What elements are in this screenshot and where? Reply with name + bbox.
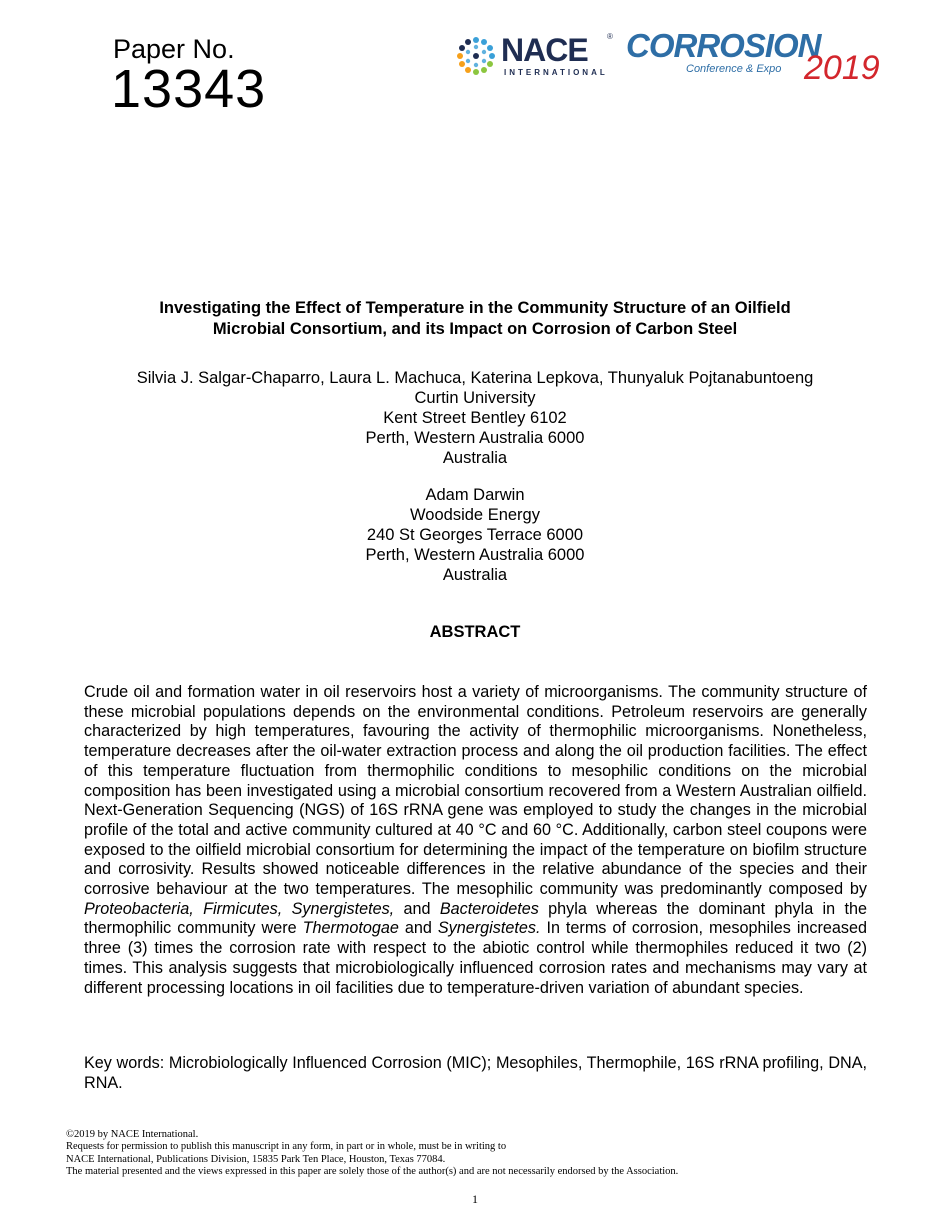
corrosion-2019-logo xyxy=(626,27,886,90)
footer-line: Requests for permission to publish this manuscript in any form, in part or in whole, must be in writing to xyxy=(66,1141,507,1153)
street-address: Kent Street Bentley 6102 xyxy=(383,409,567,427)
city: Perth, Western Australia 6000 xyxy=(365,546,585,564)
city: Perth, Western Australia 6000 xyxy=(365,429,585,447)
keywords: Key words: Microbiologically Influenced Corrosion (MIC); Mesophiles, Thermophile, 16S rRNA profiling, DNA, RNA. xyxy=(84,1054,867,1092)
author-list: Silvia J. Salgar-Chaparro, Laura L. Machuca, Katerina Lepkova, Thunyaluk Pojtanabuntoeng xyxy=(136,369,814,387)
abstract-text: In terms of corrosion, mesophiles increased three (3) times the corrosion rate with respect to the abiotic control while thermophiles reduced it two (2) times. This analysis suggests that microbiologically influenced corrosion rates and mechanisms may vary at different processing locations in oil facilities due to temperature-driven variation of abundant species. xyxy=(84,919,868,997)
country: Australia xyxy=(442,449,508,467)
paper-title-line-1: Investigating the Effect of Temperature in the Community Structure of an Oilfield xyxy=(159,299,791,317)
abstract-italic-phyla: Bacteroidetes xyxy=(439,899,539,918)
paper-number-label: Paper No. xyxy=(113,34,235,64)
abstract-italic-phyla: Synergistetes. xyxy=(437,919,541,938)
nace-logo-subtitle: INTERNATIONAL xyxy=(504,68,608,77)
corrosion-logo-year: 2019 xyxy=(804,49,880,87)
author-list: Adam Darwin xyxy=(425,486,525,504)
abstract-text: and xyxy=(398,919,438,938)
nace-registered-mark: ® xyxy=(607,32,613,41)
institution: Woodside Energy xyxy=(410,506,540,524)
abstract-text: Crude oil and formation water in oil reservoirs host a variety of microorganisms. The community structure of these microbial populations depends on the environmental conditions. Petroleum reservoirs are generally characterized by high temperatures, favouring the activity of thermophilic microorganisms. Nonetheless, temperature decreases after the oil-water extraction process and along the oil production facilities. The effect of this temperature fluctuation from thermophilic conditions to mesophilic conditions on the microbial composition has been investigated using a microbial consortium recovered from a Western Australian oilfield. Next-Generation Sequencing (NGS) of 16S rRNA gene was employed to study the changes in the microbial profile of the total and active community cultured at 40 °C and 60 °C. Additionally, carbon steel coupons were exposed to the oilfield microbial consortium for determining the impact of the temperature on biofilm structure and corrosivity. Results showed noticeable differences in the relative abundance of the species and their corrosive behaviour at the two temperatures. The mesophilic community was predominantly composed by xyxy=(84,683,867,899)
footer-line: ©2019 by NACE International. xyxy=(66,1129,199,1140)
abstract-italic-phyla: Proteobacteria, Firmicutes, Synergistetes, xyxy=(84,899,395,918)
footer-line: NACE International, Publications Division, 15835 Park Ten Place, Houston, Texas 77084. xyxy=(66,1153,446,1165)
nace-logo-word: NACE xyxy=(501,32,588,68)
paper-title-line-2: Microbial Consortium, and its Impact on Corrosion of Carbon Steel xyxy=(212,320,738,338)
corrosion-logo-subtitle: Conference & Expo xyxy=(686,63,782,75)
street-address: 240 St Georges Terrace 6000 xyxy=(366,526,584,544)
affiliation-block-2 xyxy=(80,485,870,585)
abstract-body xyxy=(84,683,867,998)
copyright-footer xyxy=(66,1129,886,1179)
abstract-text: phyla whereas the dominant phyla in the thermophilic community were xyxy=(84,899,867,938)
paper-title xyxy=(80,298,870,340)
abstract-italic-phyla: Thermotogae xyxy=(302,919,399,938)
abstract-heading: ABSTRACT xyxy=(429,623,521,641)
footer-line: The material presented and the views expressed in this paper are solely those of the author(s) and are not necessarily endorsed by the Association. xyxy=(66,1166,679,1178)
abstract-text: and xyxy=(394,899,440,918)
affiliation-block-1 xyxy=(80,368,870,468)
corrosion-logo-word: CORROSION xyxy=(626,27,821,64)
paper-number: 13343 xyxy=(111,59,267,119)
country: Australia xyxy=(442,566,508,584)
nace-logo xyxy=(454,34,614,80)
nace-emblem-icon xyxy=(454,34,498,78)
page-number: 1 xyxy=(472,1192,478,1206)
institution: Curtin University xyxy=(414,389,536,407)
